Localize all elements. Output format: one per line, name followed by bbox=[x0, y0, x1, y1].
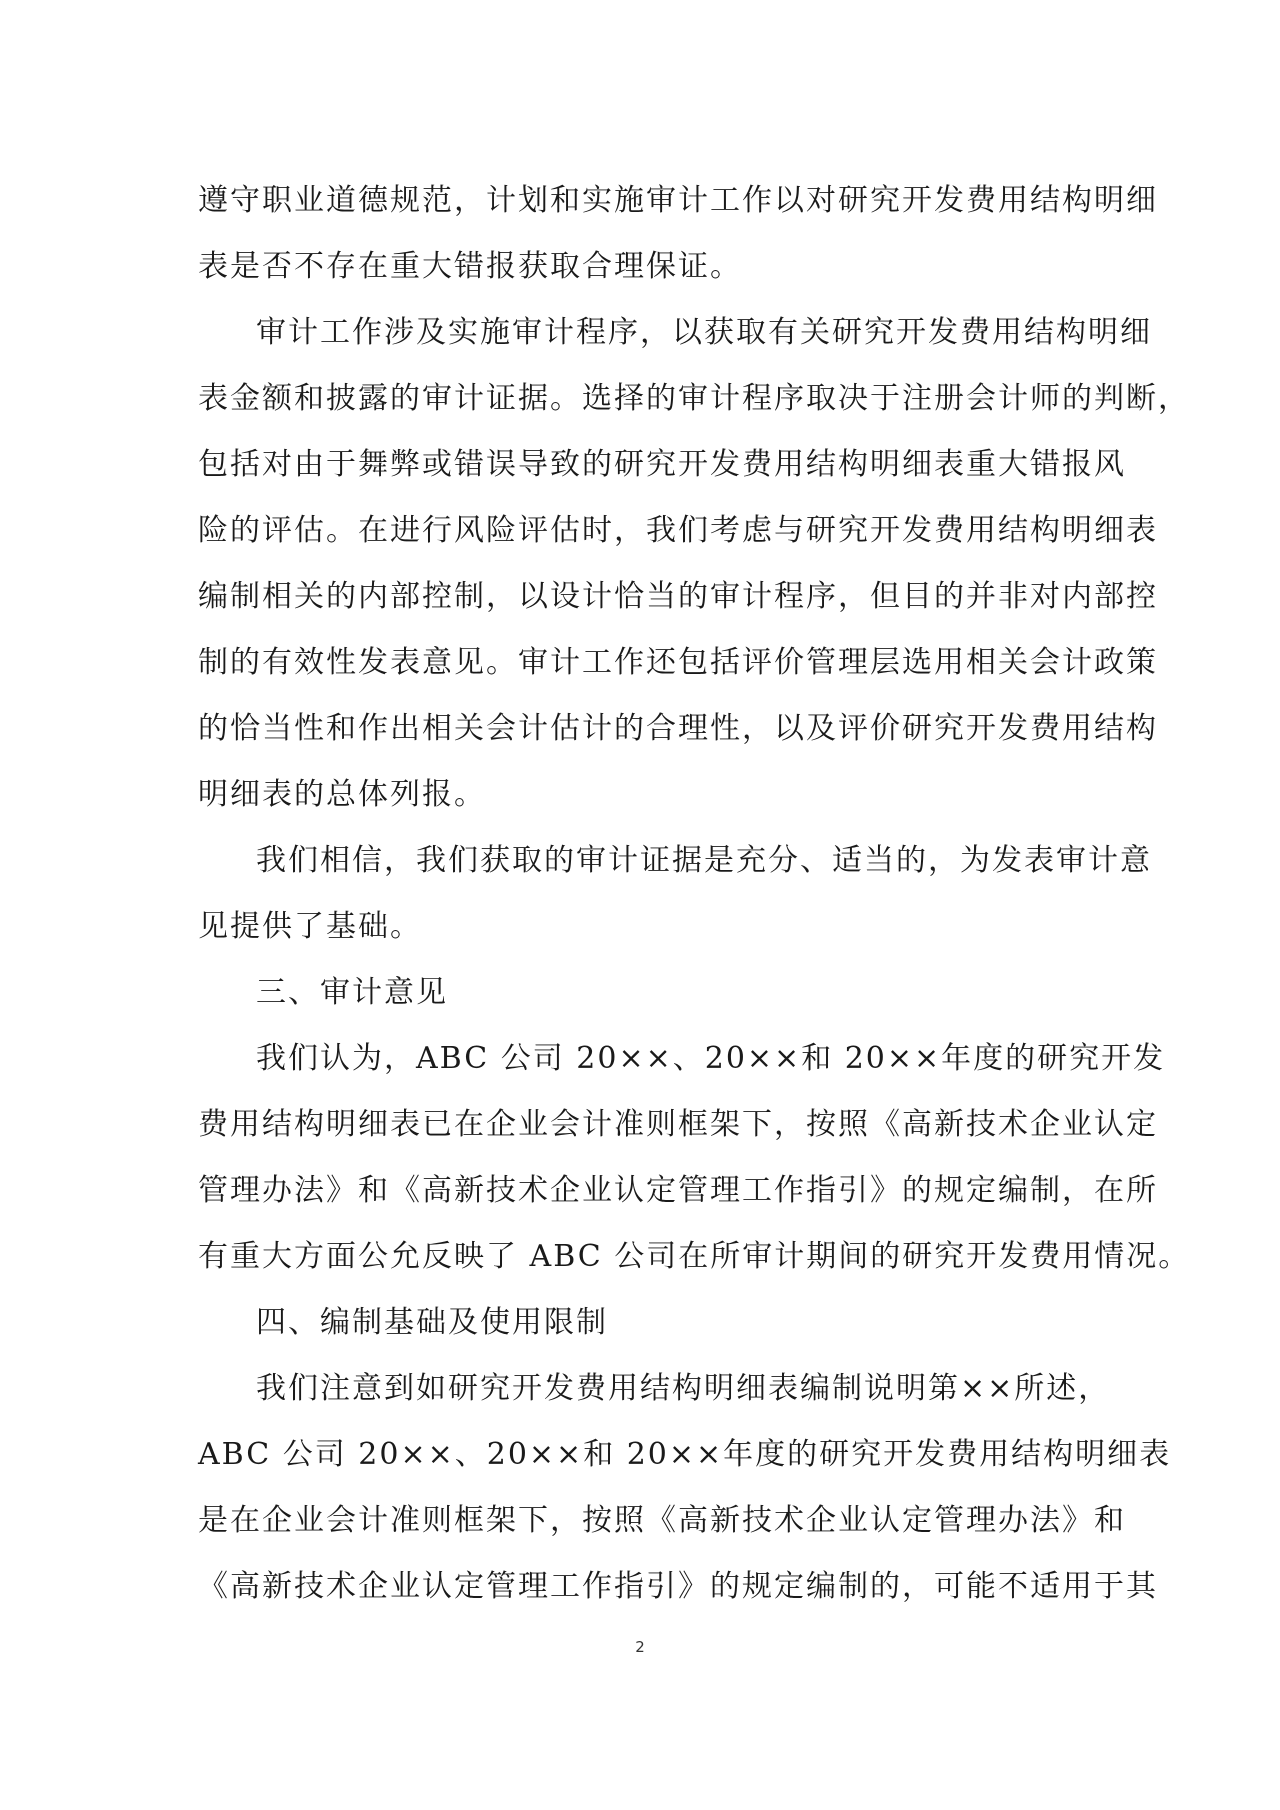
text-line: 的恰当性和作出相关会计估计的合理性，以及评价研究开发费用结构 bbox=[198, 711, 1158, 746]
text-line: 见提供了基础。 bbox=[198, 909, 422, 944]
text-line: 管理办法》和《高新技术企业认定管理工作指引》的规定编制，在所 bbox=[198, 1173, 1158, 1208]
text-line: 是在企业会计准则框架下，按照《高新技术企业认定管理办法》和 bbox=[198, 1503, 1126, 1538]
text-line: 遵守职业道德规范，计划和实施审计工作以对研究开发费用结构明细 bbox=[198, 183, 1158, 218]
text-line: 有重大方面公允反映了 ABC 公司在所审计期间的研究开发费用情况。 bbox=[198, 1239, 1191, 1274]
text-line: 包括对由于舞弊或错误导致的研究开发费用结构明细表重大错报风 bbox=[198, 447, 1126, 482]
text-line: 表金额和披露的审计证据。选择的审计程序取决于注册会计师的判断， bbox=[198, 381, 1190, 416]
text-line: 审计工作涉及实施审计程序，以获取有关研究开发费用结构明细 bbox=[256, 315, 1152, 350]
section-heading: 四、编制基础及使用限制 bbox=[256, 1305, 608, 1340]
section-heading: 三、审计意见 bbox=[256, 975, 448, 1010]
text-line: 我们注意到如研究开发费用结构明细表编制说明第××所述， bbox=[256, 1371, 1111, 1406]
text-line: 制的有效性发表意见。审计工作还包括评价管理层选用相关会计政策 bbox=[198, 645, 1158, 680]
text-line: 编制相关的内部控制，以设计恰当的审计程序，但目的并非对内部控 bbox=[198, 579, 1158, 614]
text-line: 《高新技术企业认定管理工作指引》的规定编制的，可能不适用于其 bbox=[198, 1569, 1158, 1604]
text-line: 费用结构明细表已在企业会计准则框架下，按照《高新技术企业认定 bbox=[198, 1107, 1158, 1142]
text-line: ABC 公司 20××、20××和 20××年度的研究开发费用结构明细表 bbox=[198, 1437, 1172, 1472]
body-text bbox=[198, 168, 1191, 1620]
text-line: 险的评估。在进行风险评估时，我们考虑与研究开发费用结构明细表 bbox=[198, 513, 1158, 548]
text-line: 我们相信，我们获取的审计证据是充分、适当的，为发表审计意 bbox=[256, 843, 1152, 878]
text-line: 我们认为，ABC 公司 20××、20××和 20××年度的研究开发 bbox=[256, 1041, 1166, 1076]
page-number: 2 bbox=[635, 1638, 645, 1656]
text-line: 表是否不存在重大错报获取合理保证。 bbox=[198, 249, 742, 284]
text-line: 明细表的总体列报。 bbox=[198, 777, 486, 812]
